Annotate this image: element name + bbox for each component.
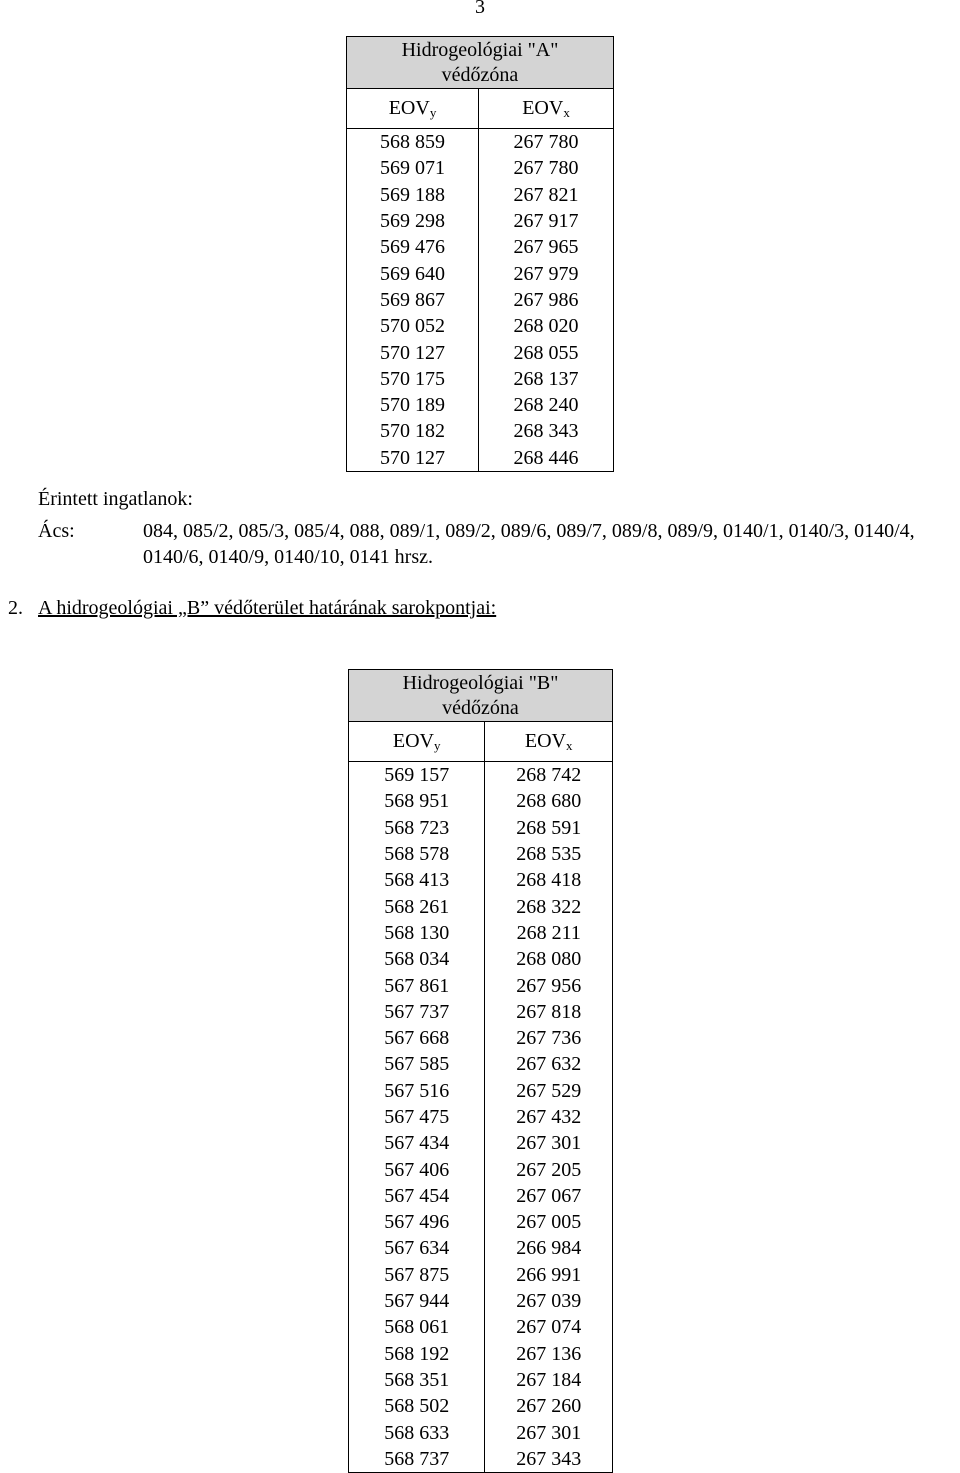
- zone-a-table-title: [347, 37, 614, 89]
- table-row: [349, 1393, 613, 1419]
- eov-x-cell: 266 984: [485, 1235, 613, 1261]
- eov-x-cell: 268 680: [485, 788, 613, 814]
- zone-a-title-line2: védőzóna: [441, 63, 519, 86]
- eov-y-cell: 568 723: [349, 815, 485, 841]
- eov-x-cell: 268 742: [485, 762, 613, 789]
- table-row: [349, 1314, 613, 1340]
- eov-y-cell: 569 188: [347, 182, 479, 208]
- eov-y-cell: 568 578: [349, 841, 485, 867]
- eov-x-cell: 268 446: [479, 445, 614, 472]
- zone-a-col-eovy-header: $EOV_y$: [347, 89, 479, 129]
- table-row: [349, 1183, 613, 1209]
- eov-y-cell: 569 071: [347, 155, 479, 181]
- table-row: [349, 841, 613, 867]
- zone-b-title-line1: Hidrogeológiai "B": [402, 671, 559, 694]
- eov-y-cell: 569 157: [349, 762, 485, 789]
- eov-y-cell: 570 052: [347, 313, 479, 339]
- eov-x-cell: 268 137: [479, 366, 614, 392]
- table-row: [349, 1156, 613, 1182]
- eov-y-cell: 568 859: [347, 129, 479, 156]
- zone-a-col-eovx-header: $EOV_x$: [479, 89, 614, 129]
- eov-y-cell: 567 475: [349, 1104, 485, 1130]
- eov-y-cell: 568 192: [349, 1341, 485, 1367]
- zone-b-col-eovy-header: $EOV_y$: [349, 722, 485, 762]
- eov-x-cell: 268 418: [485, 867, 613, 893]
- zone-b-table-body: [349, 762, 613, 1473]
- eov-x-cell: 267 780: [479, 155, 614, 181]
- eov-y-cell: 567 516: [349, 1078, 485, 1104]
- table-row: [347, 129, 614, 156]
- eov-x-cell: 267 986: [479, 287, 614, 313]
- table-row: [349, 1262, 613, 1288]
- eov-x-cell: 268 211: [485, 920, 613, 946]
- eov-y-cell: 568 633: [349, 1419, 485, 1445]
- eov-y-cell: 567 737: [349, 999, 485, 1025]
- eov-y-cell: 567 875: [349, 1262, 485, 1288]
- eov-x-cell: 267 136: [485, 1341, 613, 1367]
- eov-x-cell: 267 917: [479, 208, 614, 234]
- eov-x-cell: 267 184: [485, 1367, 613, 1393]
- eov-y-cell: 567 861: [349, 972, 485, 998]
- eov-x-cell: 267 432: [485, 1104, 613, 1130]
- eov-x-cell: 267 005: [485, 1209, 613, 1235]
- eov-y-cell: 567 496: [349, 1209, 485, 1235]
- eov-y-cell: 569 476: [347, 234, 479, 260]
- eov-x-cell: 267 529: [485, 1078, 613, 1104]
- zone-b-title-line2: védőzóna: [442, 696, 519, 719]
- eov-y-cell: 568 413: [349, 867, 485, 893]
- table-row: [349, 1446, 613, 1473]
- eov-x-cell: 266 991: [485, 1262, 613, 1288]
- settlement-label: Ács:: [38, 520, 75, 542]
- eov-x-cell: 267 343: [485, 1446, 613, 1473]
- eov-y-cell: 569 867: [347, 287, 479, 313]
- eov-x-cell: 267 260: [485, 1393, 613, 1419]
- table-row: [347, 418, 614, 444]
- eov-x-cell: 268 343: [479, 418, 614, 444]
- eov-x-cell: 268 322: [485, 893, 613, 919]
- eov-y-cell: 570 189: [347, 392, 479, 418]
- table-row: [349, 1419, 613, 1445]
- table-row: [347, 287, 614, 313]
- table-row: [349, 1051, 613, 1077]
- eov-y-cell: 567 406: [349, 1156, 485, 1182]
- eov-x-cell: 267 632: [485, 1051, 613, 1077]
- table-row: [349, 972, 613, 998]
- table-row: [349, 999, 613, 1025]
- zone-a-title-line1: Hidrogeológiai "A": [401, 38, 559, 61]
- table-row: [349, 762, 613, 789]
- table-row: [347, 313, 614, 339]
- section-2-heading: [8, 595, 496, 621]
- table-row: [347, 392, 614, 418]
- eov-y-cell: 567 434: [349, 1130, 485, 1156]
- eov-y-cell: 568 502: [349, 1393, 485, 1419]
- eov-x-cell: 267 965: [479, 234, 614, 260]
- eov-y-cell: 569 298: [347, 208, 479, 234]
- eov-y-cell: 568 951: [349, 788, 485, 814]
- table-row: [349, 1341, 613, 1367]
- table-row: [347, 445, 614, 472]
- zone-b-col-eovx-header: $EOV_x$: [485, 722, 613, 762]
- eov-x-cell: 267 956: [485, 972, 613, 998]
- eov-y-cell: 570 182: [347, 418, 479, 444]
- eov-y-cell: 567 668: [349, 1025, 485, 1051]
- eov-x-cell: 268 240: [479, 392, 614, 418]
- eov-y-cell: 567 944: [349, 1288, 485, 1314]
- table-row: [349, 1078, 613, 1104]
- zone-b-coordinate-table: [348, 669, 613, 1473]
- zone-b-table-title: [349, 670, 613, 722]
- eov-y-cell: 568 737: [349, 1446, 485, 1473]
- eov-x-cell: 268 535: [485, 841, 613, 867]
- table-row: [347, 260, 614, 286]
- eov-x-cell: 267 979: [479, 260, 614, 286]
- eov-x-cell: 267 205: [485, 1156, 613, 1182]
- zone-a-table-body: [347, 129, 614, 472]
- table-row: [349, 867, 613, 893]
- table-row: [347, 182, 614, 208]
- eov-x-cell: 267 736: [485, 1025, 613, 1051]
- eov-x-cell: 268 591: [485, 815, 613, 841]
- eov-x-cell: 268 020: [479, 313, 614, 339]
- eov-y-cell: 567 585: [349, 1051, 485, 1077]
- table-row: [347, 208, 614, 234]
- parcel-list: 084, 085/2, 085/3, 085/4, 088, 089/1, 089/2, 089/6, 089/7, 089/8, 089/9, 0140/1, 0140/3, 0140/4, 0140/6, 0140/9, 0140/10, 0141 hrsz.: [143, 520, 915, 568]
- eov-x-cell: 268 080: [485, 946, 613, 972]
- eov-x-cell: 267 074: [485, 1314, 613, 1340]
- eov-x-cell: 267 301: [485, 1130, 613, 1156]
- eov-x-cell: 267 818: [485, 999, 613, 1025]
- table-row: [349, 1130, 613, 1156]
- table-row: [349, 1235, 613, 1261]
- table-row: [349, 788, 613, 814]
- affected-properties-label: Érintett ingatlanok:: [38, 488, 193, 510]
- table-row: [347, 155, 614, 181]
- eov-x-cell: 268 055: [479, 339, 614, 365]
- table-row: [347, 339, 614, 365]
- zone-a-coordinate-table: [346, 36, 614, 472]
- eov-x-cell: 267 821: [479, 182, 614, 208]
- eov-y-cell: 570 127: [347, 339, 479, 365]
- table-row: [349, 1209, 613, 1235]
- eov-y-cell: 570 175: [347, 366, 479, 392]
- table-row: [349, 893, 613, 919]
- eov-y-cell: 568 130: [349, 920, 485, 946]
- eov-y-cell: 570 127: [347, 445, 479, 472]
- table-row: [349, 946, 613, 972]
- table-row: [349, 1288, 613, 1314]
- section-title: A hidrogeológiai „B” védőterület határának sarokpontjai:: [38, 597, 497, 619]
- eov-x-cell: 267 301: [485, 1419, 613, 1445]
- table-row: [349, 815, 613, 841]
- section-number: 2.: [8, 597, 23, 619]
- eov-y-cell: 568 351: [349, 1367, 485, 1393]
- eov-y-cell: 567 634: [349, 1235, 485, 1261]
- table-row: [349, 1367, 613, 1393]
- eov-y-cell: 568 261: [349, 893, 485, 919]
- table-row: [347, 234, 614, 260]
- eov-y-cell: 568 061: [349, 1314, 485, 1340]
- table-row: [349, 1025, 613, 1051]
- table-row: [349, 920, 613, 946]
- eov-y-cell: 567 454: [349, 1183, 485, 1209]
- table-row: [347, 366, 614, 392]
- table-row: [349, 1104, 613, 1130]
- eov-y-cell: 568 034: [349, 946, 485, 972]
- eov-x-cell: 267 067: [485, 1183, 613, 1209]
- eov-x-cell: 267 039: [485, 1288, 613, 1314]
- page-number: 3: [475, 0, 485, 18]
- eov-x-cell: 267 780: [479, 129, 614, 156]
- eov-y-cell: 569 640: [347, 260, 479, 286]
